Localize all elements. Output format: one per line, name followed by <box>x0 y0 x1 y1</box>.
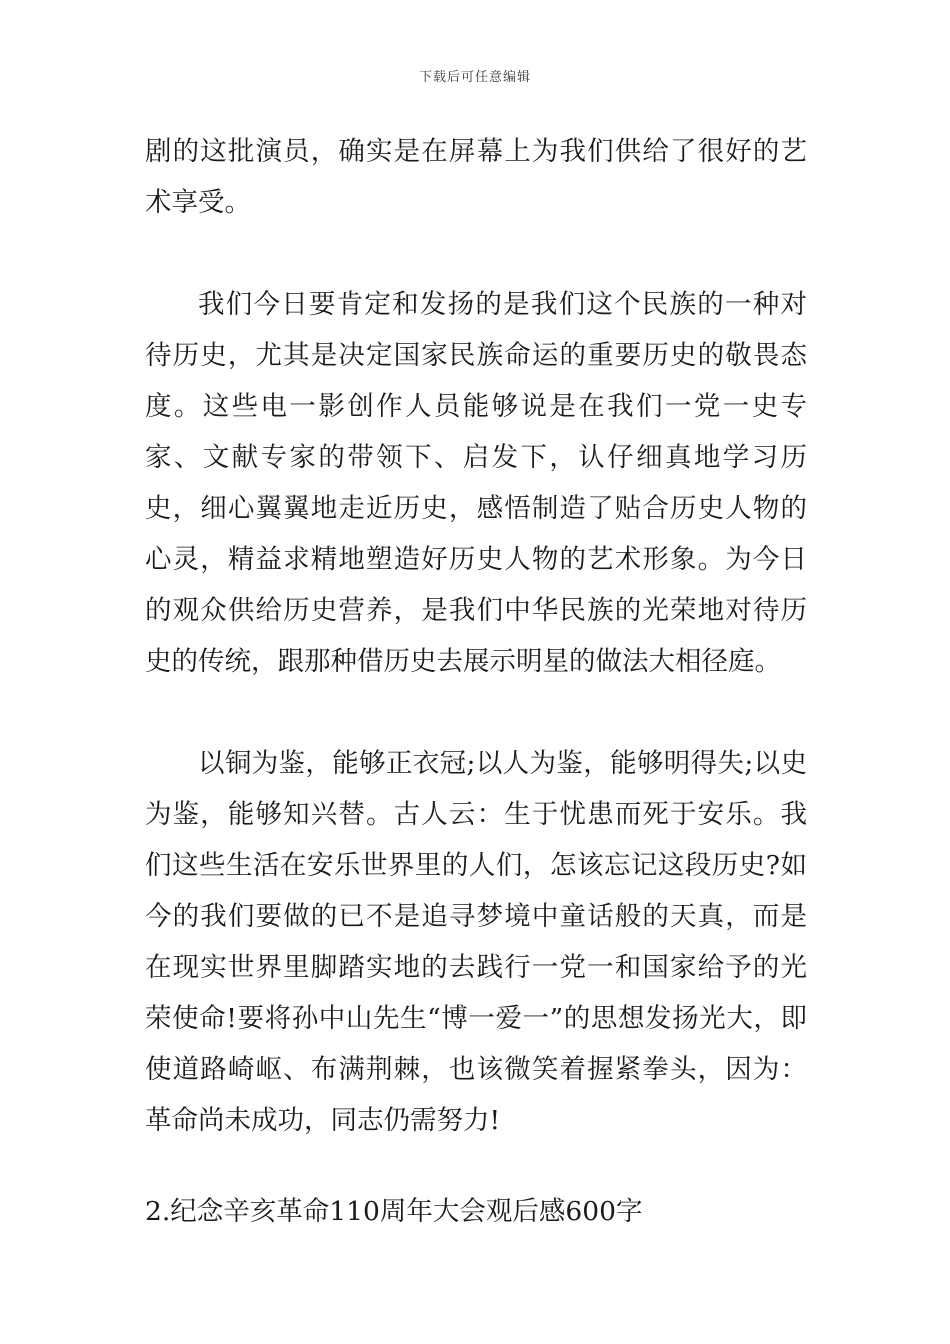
document-body <box>145 126 807 1237</box>
paragraph-lessons-of-history: 以铜为鉴，能够正衣冠;以人为鉴，能够明得失;以史为鉴，能够知兴替。古人云：生于忧患而死于安乐。我们这些生活在安乐世界里的人们，怎该忘记这段历史?如今的我们要做的已不是追寻梦境中童话般的天真，而是在现实世界里脚踏实地的去践行一党一和国家给予的光荣使命!要将孙中山先生“博一爱一”的思想发扬光大，即使道路崎岖、布满荆棘，也该微笑着握紧拳头，因为：革命尚未成功，同志仍需努力! <box>145 748 807 1136</box>
header-note: 下载后可任意编辑 <box>418 70 531 85</box>
paragraph-history-attitude: 我们今日要肯定和发扬的是我们这个民族的一种对待历史，尤其是决定国家民族命运的重要历史的敬畏态度。这些电一影创作人员能够说是在我们一党一史专家、文献专家的带领下、启发下，认仔细真地学习历史，细心翼翼地走近历史，感悟制造了贴合历史人物的心灵，精益求精地塑造好历史人物的艺术形象。为今日的观众供给历史营养，是我们中华民族的光荣地对待历史的传统，跟那种借历史去展示明星的做法大相径庭。 <box>145 289 807 677</box>
paragraph-continuation: 剧的这批演员，确实是在屏幕上为我们供给了很好的艺术享受。 <box>145 136 807 218</box>
section-heading: 2.纪念辛亥革命110周年大会观后感600字 <box>145 1196 643 1227</box>
